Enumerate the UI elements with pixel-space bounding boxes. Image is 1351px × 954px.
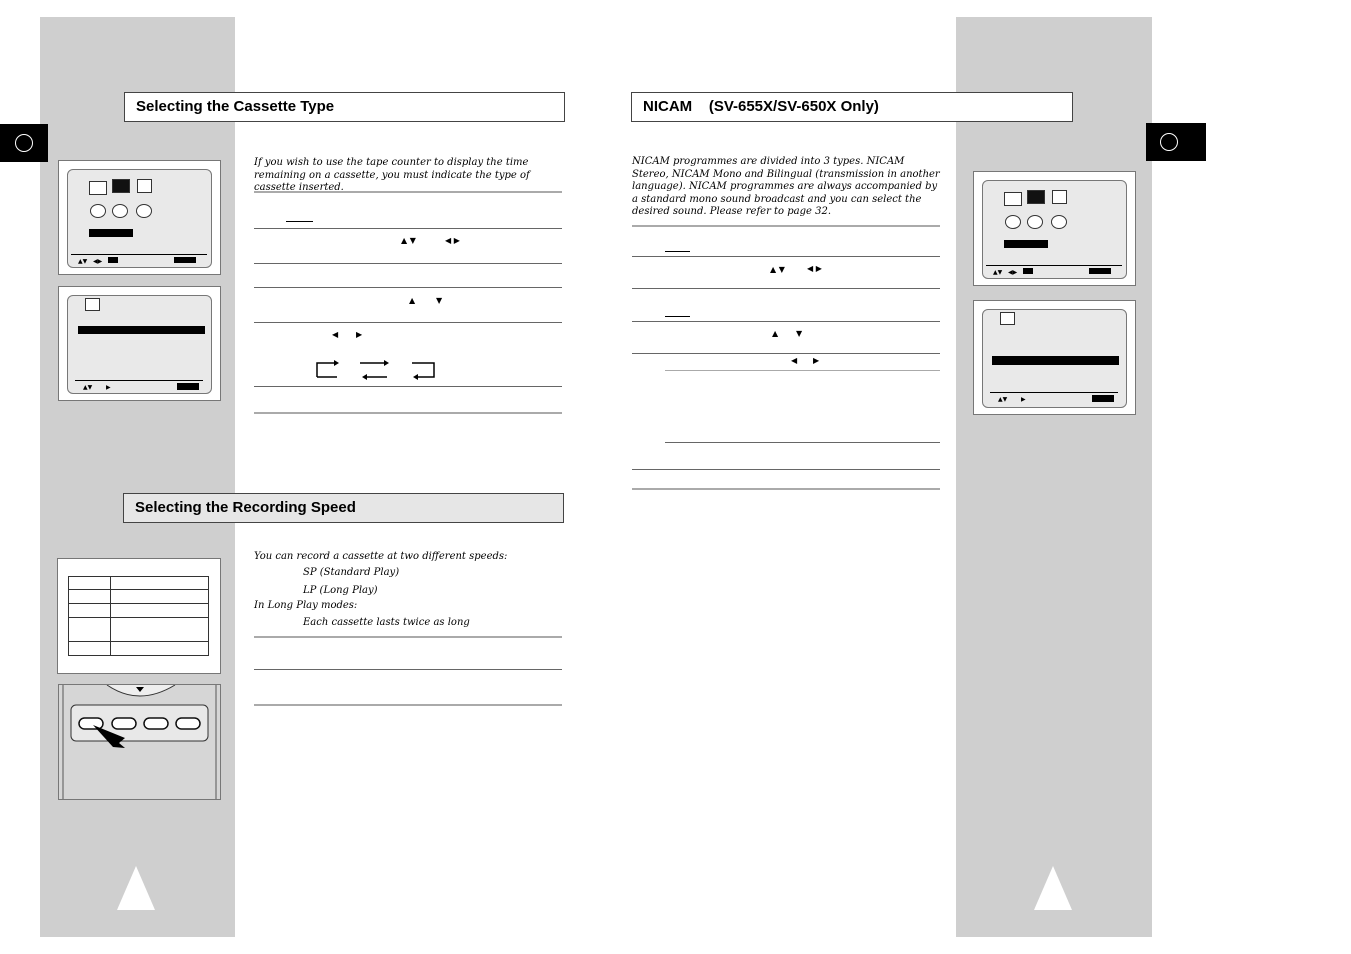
osd-key-box — [174, 257, 196, 263]
cassette-type-intro: If you wish to use the tape counter to display the time remaining on a cassette, you must indicate the type of cassette inserted. — [254, 157, 530, 194]
divider — [632, 321, 940, 322]
osd-nav-leftright: ◀▶ — [93, 258, 103, 265]
cassette-type-heading: Selecting the Cassette Type — [124, 92, 565, 122]
divider — [254, 322, 562, 323]
page-triangle-icon — [117, 866, 155, 910]
up-arrow: ▲ — [409, 296, 416, 305]
divider — [254, 386, 562, 387]
underline-mark — [286, 221, 313, 222]
divider — [632, 225, 940, 227]
page-triangle-icon — [1034, 866, 1072, 910]
speed-option-lp: LP (Long Play) — [303, 585, 378, 596]
divider — [254, 191, 562, 193]
right-side-band — [956, 17, 1152, 937]
highlight-bar — [992, 356, 1119, 365]
osd-menu-screen — [58, 160, 221, 275]
divider — [254, 228, 562, 229]
osd-nicam-screen — [973, 300, 1136, 415]
highlight-bar — [78, 326, 205, 334]
nicam-intro: NICAM programmes are divided into 3 types. NICAM Stereo, NICAM Mono and Bilingual (transmission in another language). NICAM programmes are always accompanied by a standard mono sound broadcast and you can select the desired sound. Please refer to page 32. — [632, 156, 940, 218]
nicam-heading: NICAM (SV-655X/SV-650X Only) — [631, 92, 1073, 122]
divider — [665, 370, 940, 371]
up-down-arrows: ▲ ▼ — [770, 265, 785, 274]
face-icon — [112, 204, 128, 218]
divider — [254, 669, 562, 670]
globe-icon — [136, 204, 152, 218]
speed-table-box — [57, 558, 221, 674]
cassette-icon — [1000, 312, 1015, 325]
left-chapter-tab — [0, 124, 48, 162]
recording-speed-heading: Selecting the Recording Speed — [123, 493, 564, 523]
speed-intro: You can record a cassette at two different speeds: — [254, 551, 508, 562]
osd-key-box — [108, 257, 118, 263]
osd-cassette-screen — [58, 286, 221, 401]
osd-divider — [71, 254, 207, 255]
osd-nav-updown: ▲▼ — [993, 269, 1003, 276]
settings-icon — [90, 204, 106, 218]
divider — [632, 353, 940, 354]
globe-icon — [1051, 215, 1067, 229]
osd-divider — [75, 380, 203, 381]
tv-menu-icon — [1004, 192, 1022, 206]
down-arrow: ▼ — [436, 296, 443, 305]
up-arrow: ▲ — [772, 329, 779, 338]
tab-circle-icon — [15, 134, 33, 152]
divider — [254, 636, 562, 638]
highlight-bar — [89, 229, 133, 237]
osd-nav-updown: ▲▼ — [83, 384, 93, 391]
osd-nav-updown: ▲▼ — [78, 258, 88, 265]
settings-icon — [1005, 215, 1021, 229]
down-arrow: ▼ — [796, 329, 803, 338]
osd-nav-updown: ▲▼ — [998, 396, 1008, 403]
long-play-heading: In Long Play modes: — [254, 600, 358, 611]
divider — [254, 287, 562, 288]
divider — [632, 256, 940, 257]
up-down-arrows: ▲ ▼ — [401, 236, 416, 245]
tv-menu-icon — [89, 181, 107, 195]
osd-nav-leftright: ◀▶ — [1008, 269, 1018, 276]
speed-option-sp: SP (Standard Play) — [303, 567, 400, 578]
osd-nav-right: ▶ — [106, 384, 111, 391]
remote-control-image — [58, 684, 221, 800]
right-chapter-tab — [1146, 123, 1206, 161]
left-arrow: ◀ — [332, 330, 339, 339]
divider — [632, 488, 940, 490]
osd-divider — [990, 392, 1118, 393]
divider — [254, 263, 562, 264]
left-arrow: ◀ — [791, 356, 798, 365]
osd-nav-right: ▶ — [1021, 396, 1026, 403]
osd-key-box — [177, 383, 199, 390]
osd-key-box — [1089, 268, 1111, 274]
face-icon — [1027, 215, 1043, 229]
tab-circle-icon — [1160, 133, 1178, 151]
left-right-arrows: ◀ ▶ — [807, 264, 822, 273]
highlight-bar — [1004, 240, 1048, 248]
cassette-icon — [1027, 190, 1045, 204]
left-right-arrows: ◀ ▶ — [445, 236, 460, 245]
clock-icon — [1052, 190, 1067, 204]
right-arrow: ▶ — [813, 356, 820, 365]
osd-key-box — [1023, 268, 1033, 274]
clock-icon — [137, 179, 152, 193]
divider — [632, 288, 940, 289]
cassette-icon — [85, 298, 100, 311]
long-play-note: Each cassette lasts twice as long — [303, 617, 470, 628]
remote-control-drawing — [59, 685, 220, 799]
right-arrow: ▶ — [356, 330, 363, 339]
underline-mark — [665, 316, 690, 317]
osd-divider — [986, 265, 1122, 266]
divider — [632, 469, 940, 470]
cassette-icon — [112, 179, 130, 193]
divider — [254, 704, 562, 706]
divider — [254, 412, 562, 414]
loop-arrow-icon — [312, 357, 438, 381]
osd-key-box — [1092, 395, 1114, 402]
underline-mark — [665, 251, 690, 252]
divider — [665, 442, 940, 443]
osd-menu-screen — [973, 171, 1136, 286]
speed-table — [68, 576, 209, 656]
